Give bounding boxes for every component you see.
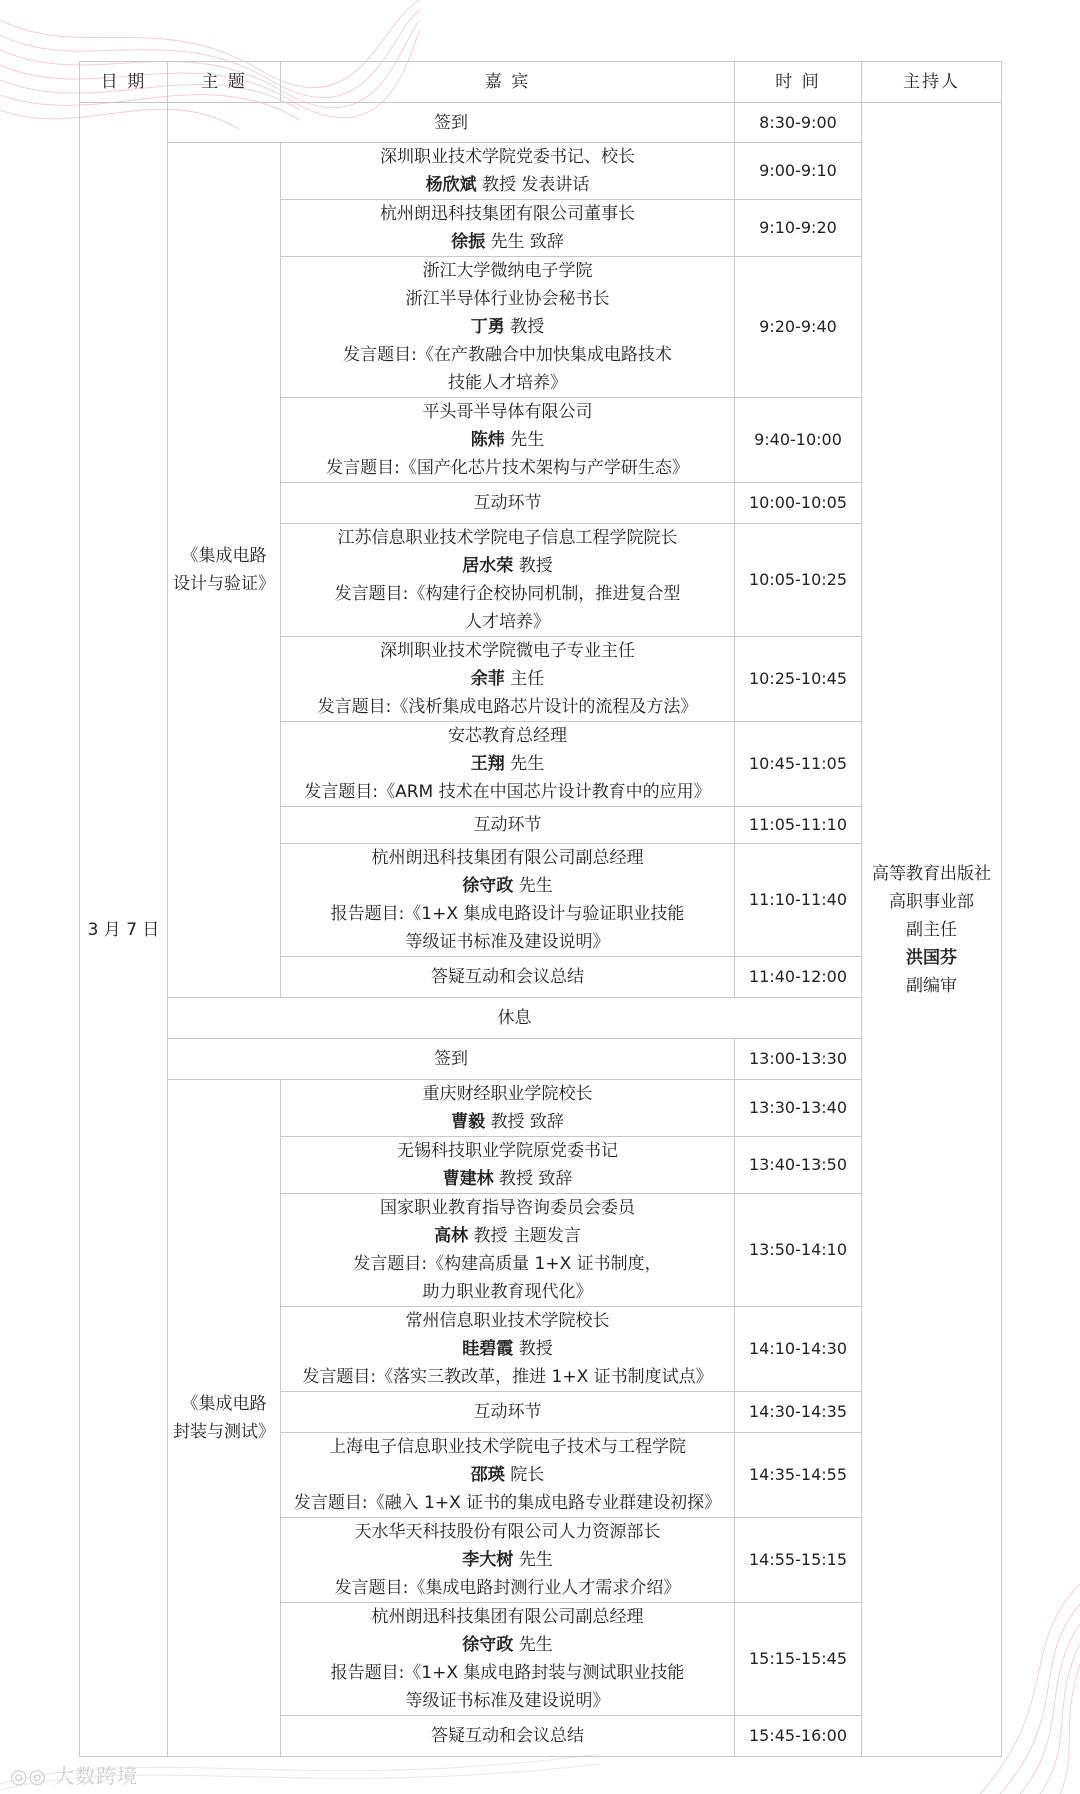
guest-name-line (283, 552, 732, 580)
guest-name: 居水荣 (462, 556, 514, 576)
guest-name-line (283, 1165, 732, 1193)
guest-cell (281, 143, 735, 200)
guest-org: 杭州朗迅科技集团有限公司副总经理 (371, 1607, 644, 1627)
guest-name: 余菲 (470, 669, 505, 689)
speech-title: 发言题目:《构建行企校协同机制，推进复合型 (334, 584, 681, 604)
interaction-cell: 互动环节 (281, 807, 735, 844)
guest-name: 高林 (434, 1226, 469, 1246)
guest-org: 浙江半导体行业协会秘书长 (405, 289, 610, 309)
guest-name: 邵瑛 (470, 1465, 505, 1485)
guest-cell (281, 637, 735, 722)
speech-title: 发言题目:《国产化芯片技术架构与产学研生态》 (326, 458, 689, 478)
header-topic: 主 题 (168, 62, 281, 103)
topic-cell-design (168, 143, 281, 998)
guest-org: 国家职业教育指导咨询委员会委员 (380, 1198, 635, 1218)
guest-cell (281, 524, 735, 637)
guest-org: 杭州朗迅科技集团有限公司副总经理 (371, 848, 644, 868)
time-cell: 10:05-10:25 (735, 524, 862, 637)
guest-role: 先生 (504, 754, 545, 774)
speech-title: 发言题目:《融入 1+X 证书的集成电路专业群建设初探》 (293, 1493, 722, 1513)
host-rank: 副编审 (906, 975, 957, 996)
guest-role: 院长 (504, 1465, 545, 1485)
host-dept: 高职事业部 (889, 891, 974, 912)
header-host: 主持人 (862, 62, 1002, 103)
guest-cell (281, 722, 735, 807)
guest-role: 先生 (513, 876, 553, 896)
guest-role: 先生 (504, 430, 545, 450)
speech-title: 等级证书标准及建设说明》 (405, 932, 610, 952)
time-cell: 13:30-13:40 (735, 1080, 862, 1137)
time-cell: 11:40-12:00 (735, 957, 862, 998)
guest-name-line (283, 750, 732, 778)
guest-role: 教授 (513, 556, 553, 576)
speech-title: 报告题目:《1+X 集成电路设计与验证职业技能 (330, 904, 685, 924)
guest-org: 深圳职业技术学院微电子专业主任 (380, 641, 635, 661)
guest-org: 平头哥半导体有限公司 (422, 402, 593, 422)
break-cell: 休息 (168, 998, 862, 1039)
guest-cell (281, 1433, 735, 1518)
table-header-row (80, 62, 1002, 103)
time-cell: 13:50-14:10 (735, 1194, 862, 1307)
speech-title: 技能人才培养》 (448, 373, 567, 393)
summary-cell: 答疑互动和会议总结 (281, 1716, 735, 1757)
header-guest: 嘉 宾 (281, 62, 735, 103)
guest-name-line (283, 1461, 732, 1489)
host-org: 高等教育出版社 (872, 863, 991, 884)
speech-title: 报告题目:《1+X 集成电路封装与测试职业技能 (330, 1663, 685, 1683)
time-cell: 13:00-13:30 (735, 1039, 862, 1080)
time-cell: 10:45-11:05 (735, 722, 862, 807)
checkin-cell: 签到 (168, 1039, 735, 1080)
watermark-logo-icon: ◎◎ (10, 1764, 55, 1788)
time-cell: 14:35-14:55 (735, 1433, 862, 1518)
time-cell: 10:25-10:45 (735, 637, 862, 722)
speech-title: 发言题目:《构建高质量 1+X 证书制度， (353, 1254, 662, 1274)
guest-role: 教授 致辞 (493, 1169, 573, 1189)
time-cell: 13:40-13:50 (735, 1137, 862, 1194)
guest-name-line (283, 1335, 732, 1363)
time-cell: 14:10-14:30 (735, 1307, 862, 1392)
guest-role: 先生 (513, 1635, 553, 1655)
guest-name-line (283, 1631, 732, 1659)
guest-name: 徐守政 (462, 1635, 514, 1655)
speech-title: 发言题目:《浅析集成电路芯片设计的流程及方法》 (317, 697, 698, 717)
speech-title: 助力职业教育现代化》 (422, 1282, 593, 1302)
guest-cell (281, 1603, 735, 1716)
header-time: 时 间 (735, 62, 862, 103)
interaction-cell: 互动环节 (281, 483, 735, 524)
host-name: 洪国芬 (906, 947, 957, 968)
guest-name: 杨欣斌 (425, 175, 477, 195)
speech-title: 发言题目:《集成电路封测行业人才需求介绍》 (334, 1578, 681, 1598)
header-date: 日 期 (80, 62, 168, 103)
guest-org: 江苏信息职业技术学院电子信息工程学院院长 (337, 528, 678, 548)
guest-org: 天水华天科技股份有限公司人力资源部长 (354, 1522, 661, 1542)
speech-title: 发言题目:《落实三教改革，推进 1+X 证书制度试点》 (302, 1367, 713, 1387)
guest-name-line (283, 665, 732, 693)
topic-line: 《集成电路 (181, 546, 267, 566)
guest-role: 教授 致辞 (485, 1112, 564, 1132)
time-cell: 8:30-9:00 (735, 103, 862, 143)
guest-name: 曹毅 (451, 1112, 486, 1132)
watermark (10, 1760, 138, 1789)
guest-name-line (283, 1546, 732, 1574)
guest-name: 陈炜 (470, 430, 505, 450)
guest-cell (281, 1307, 735, 1392)
time-cell: 9:40-10:00 (735, 398, 862, 483)
guest-name: 丁勇 (470, 317, 505, 337)
date-cell: 3 月 7 日 (80, 103, 168, 1757)
guest-cell (281, 398, 735, 483)
table-row (80, 103, 1002, 143)
time-cell: 15:15-15:45 (735, 1603, 862, 1716)
guest-role: 先生 致辞 (485, 232, 564, 252)
guest-role: 教授 发表讲话 (476, 175, 590, 195)
interaction-cell: 互动环节 (281, 1392, 735, 1433)
topic-line: 设计与验证》 (173, 574, 275, 594)
guest-name: 徐振 (451, 232, 486, 252)
guest-org: 深圳职业技术学院党委书记、校长 (380, 147, 635, 167)
guest-role: 主任 (504, 669, 545, 689)
checkin-cell: 签到 (168, 103, 735, 143)
topic-line: 封装与测试》 (173, 1422, 275, 1442)
guest-name-line (283, 1108, 732, 1136)
guest-cell (281, 1137, 735, 1194)
time-cell: 11:05-11:10 (735, 807, 862, 844)
guest-name-line (283, 228, 732, 256)
speech-title: 发言题目:《在产教融合中加快集成电路技术 (343, 345, 672, 365)
guest-name-line (283, 426, 732, 454)
guest-name-line (283, 1222, 732, 1250)
time-cell: 14:30-14:35 (735, 1392, 862, 1433)
guest-org: 无锡科技职业学院原党委书记 (397, 1141, 618, 1161)
time-cell: 9:10-9:20 (735, 200, 862, 257)
guest-role: 教授 (513, 1339, 553, 1359)
time-cell: 11:10-11:40 (735, 844, 862, 957)
schedule-table (79, 61, 1002, 1757)
guest-role: 先生 (513, 1550, 553, 1570)
guest-name-line (283, 313, 732, 341)
guest-name: 眭碧霞 (462, 1339, 514, 1359)
time-cell: 9:20-9:40 (735, 257, 862, 398)
guest-name-line (283, 872, 732, 900)
guest-cell (281, 200, 735, 257)
guest-cell (281, 844, 735, 957)
time-cell: 14:55-15:15 (735, 1518, 862, 1603)
speech-title: 发言题目:《ARM 技术在中国芯片设计教育中的应用》 (304, 782, 711, 802)
guest-name-line (283, 171, 732, 199)
topic-line: 《集成电路 (181, 1394, 267, 1414)
guest-cell (281, 1518, 735, 1603)
guest-org: 浙江大学微纳电子学院 (422, 261, 593, 281)
time-cell: 15:45-16:00 (735, 1716, 862, 1757)
guest-cell (281, 1080, 735, 1137)
summary-cell: 答疑互动和会议总结 (281, 957, 735, 998)
watermark-text: 大数跨境 (54, 1764, 139, 1788)
guest-name: 徐守政 (462, 876, 514, 896)
guest-name: 王翔 (470, 754, 505, 774)
guest-role: 教授 (504, 317, 545, 337)
host-title: 副主任 (906, 919, 957, 940)
guest-org: 杭州朗迅科技集团有限公司董事长 (380, 204, 635, 224)
guest-name: 李大树 (462, 1550, 514, 1570)
guest-org: 重庆财经职业学院校长 (422, 1084, 593, 1104)
time-cell: 10:00-10:05 (735, 483, 862, 524)
speech-title: 等级证书标准及建设说明》 (405, 1691, 610, 1711)
guest-cell (281, 257, 735, 398)
topic-cell-packaging (168, 1080, 281, 1757)
guest-cell (281, 1194, 735, 1307)
guest-name: 曹建林 (442, 1169, 494, 1189)
time-cell: 9:00-9:10 (735, 143, 862, 200)
host-cell (862, 103, 1002, 1757)
speech-title: 人才培养》 (465, 612, 550, 632)
guest-org: 上海电子信息职业技术学院电子技术与工程学院 (329, 1437, 686, 1457)
guest-role: 教授 主题发言 (468, 1226, 581, 1246)
guest-org: 常州信息职业技术学院校长 (405, 1311, 610, 1331)
guest-org: 安芯教育总经理 (448, 726, 567, 746)
